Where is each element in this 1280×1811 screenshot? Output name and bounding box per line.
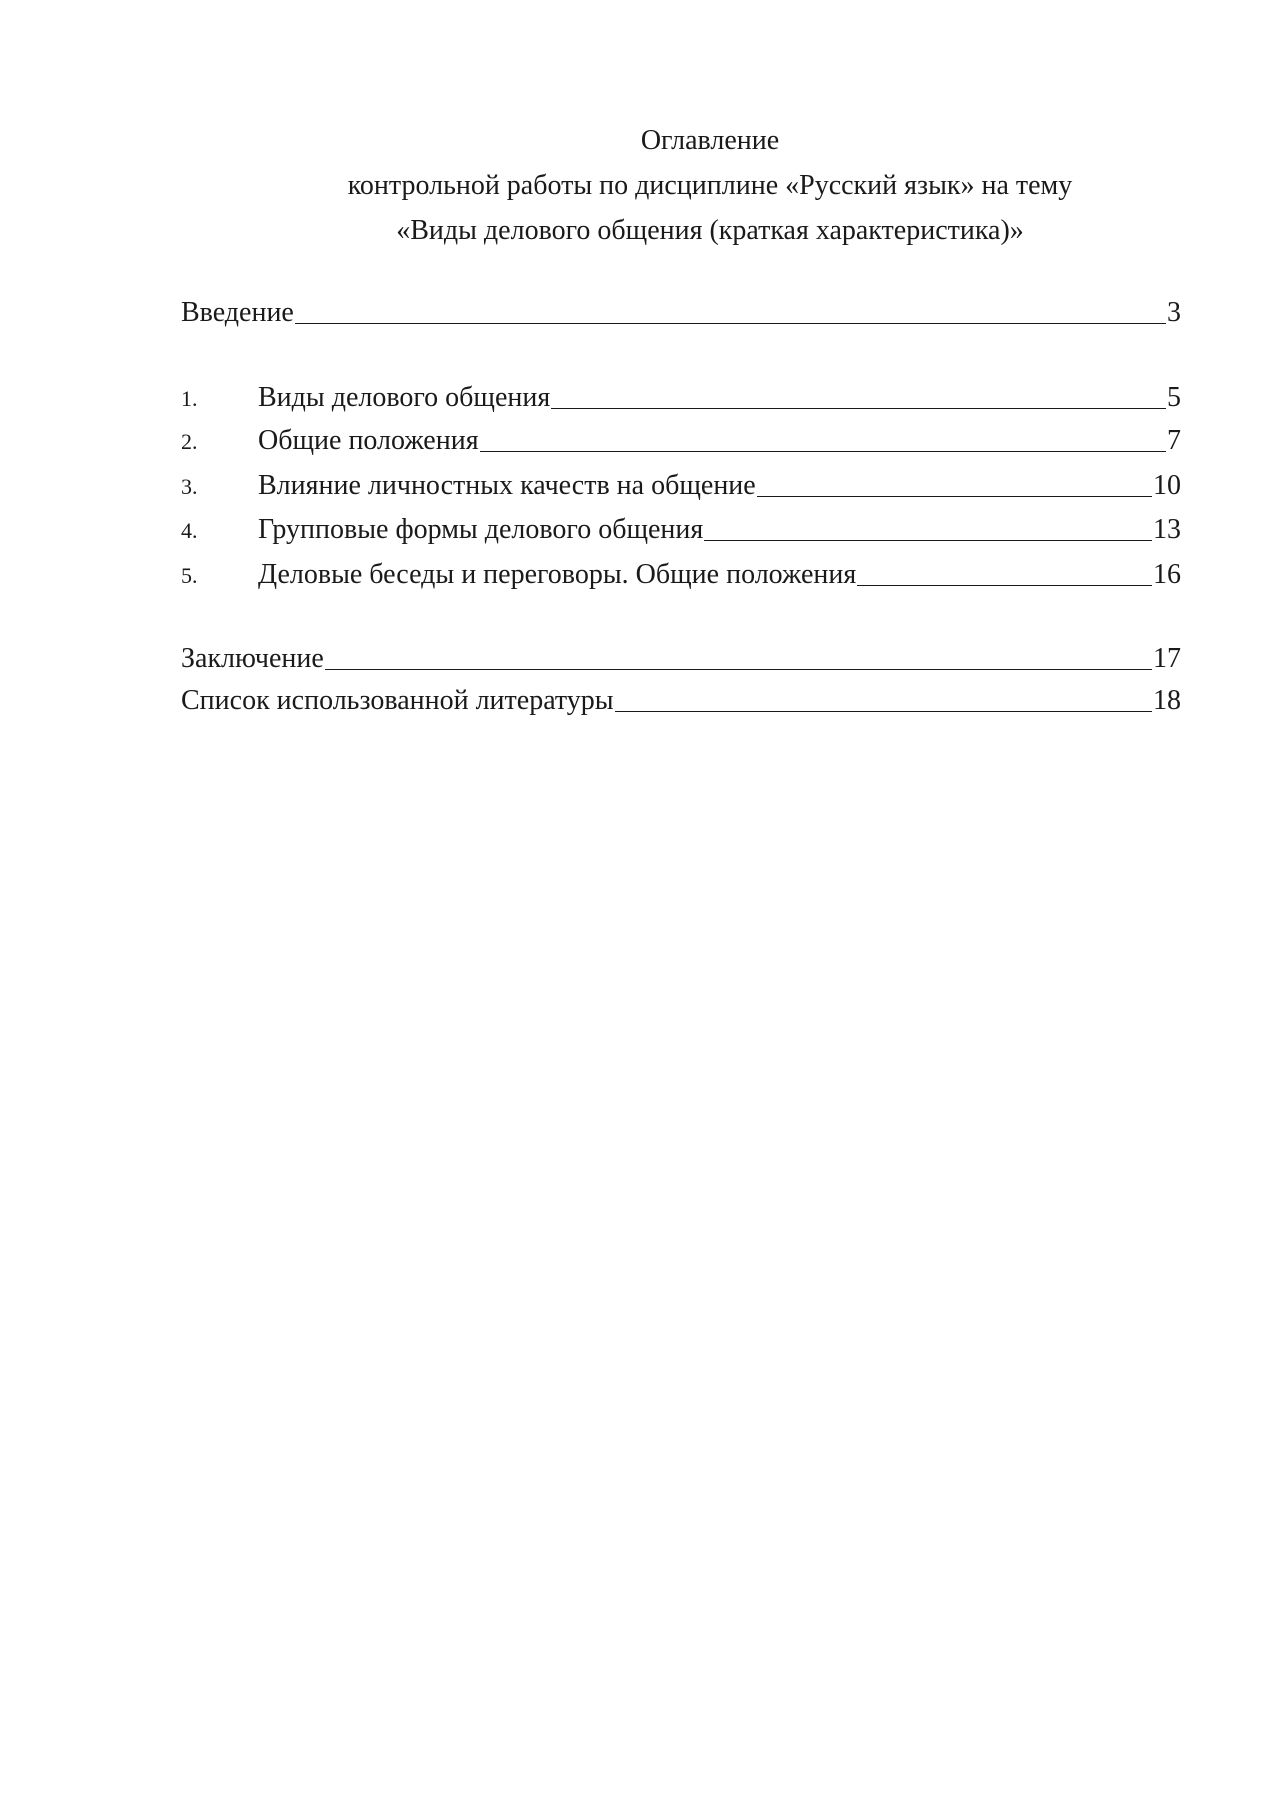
toc-leader-line: [480, 450, 1166, 452]
toc-leader-line: [325, 668, 1152, 670]
toc-entry-intro: [181, 290, 1181, 330]
toc-entry-label: Список использованной литературы: [181, 685, 614, 716]
toc-page-number: 18: [1153, 685, 1181, 716]
toc-entry-references: [181, 678, 1181, 718]
toc-entry-number: 5.: [181, 563, 198, 588]
toc-entry-number: 4.: [181, 518, 198, 543]
heading-line-1: Оглавление: [640, 125, 780, 156]
toc-leader-line: [295, 322, 1166, 324]
toc-entry-chapter-4: [181, 507, 1181, 547]
toc-entry-chapter-5: [181, 552, 1181, 592]
toc-page-number: 10: [1153, 470, 1181, 501]
toc-entry-label: Заключение: [181, 643, 324, 674]
toc-entry-label: Влияние личностных качеств на общение: [258, 470, 756, 501]
toc-leader-line: [704, 539, 1152, 541]
toc-page-number: 7: [1167, 425, 1181, 456]
toc-entry-label: Деловые беседы и переговоры. Общие положения: [258, 559, 857, 590]
toc-leader-line: [857, 584, 1152, 586]
toc-entry-number: 3.: [181, 474, 198, 499]
heading-line-2: контрольной работы по дисциплине «Русский язык» на тему: [347, 170, 1073, 201]
toc-page-number: 16: [1153, 559, 1181, 590]
toc-entry-number: 2.: [181, 429, 198, 454]
toc-entry-label: Введение: [181, 297, 294, 328]
toc-leader-line: [551, 407, 1166, 409]
heading-line-3: «Виды делового общения (краткая характеристика)»: [396, 215, 1024, 246]
toc-entry-conclusion: [181, 636, 1181, 676]
toc-heading: [200, 118, 1220, 253]
toc-page-number: 13: [1153, 514, 1181, 545]
toc-entry-label: Групповые формы делового общения: [258, 514, 704, 545]
toc-entry-chapter-2: [181, 418, 1181, 458]
toc-leader-line: [757, 495, 1152, 497]
toc-entry-label: Виды делового общения: [258, 382, 551, 413]
toc-page-number: 3: [1167, 297, 1181, 328]
toc-entry-label: Общие положения: [258, 425, 479, 456]
toc-entry-chapter-3: [181, 463, 1181, 503]
toc-entry-number: 1.: [181, 386, 198, 411]
toc-leader-line: [615, 710, 1152, 712]
toc-entry-chapter-1: [181, 375, 1181, 415]
toc-page-number: 17: [1153, 643, 1181, 674]
toc-page-number: 5: [1167, 382, 1181, 413]
